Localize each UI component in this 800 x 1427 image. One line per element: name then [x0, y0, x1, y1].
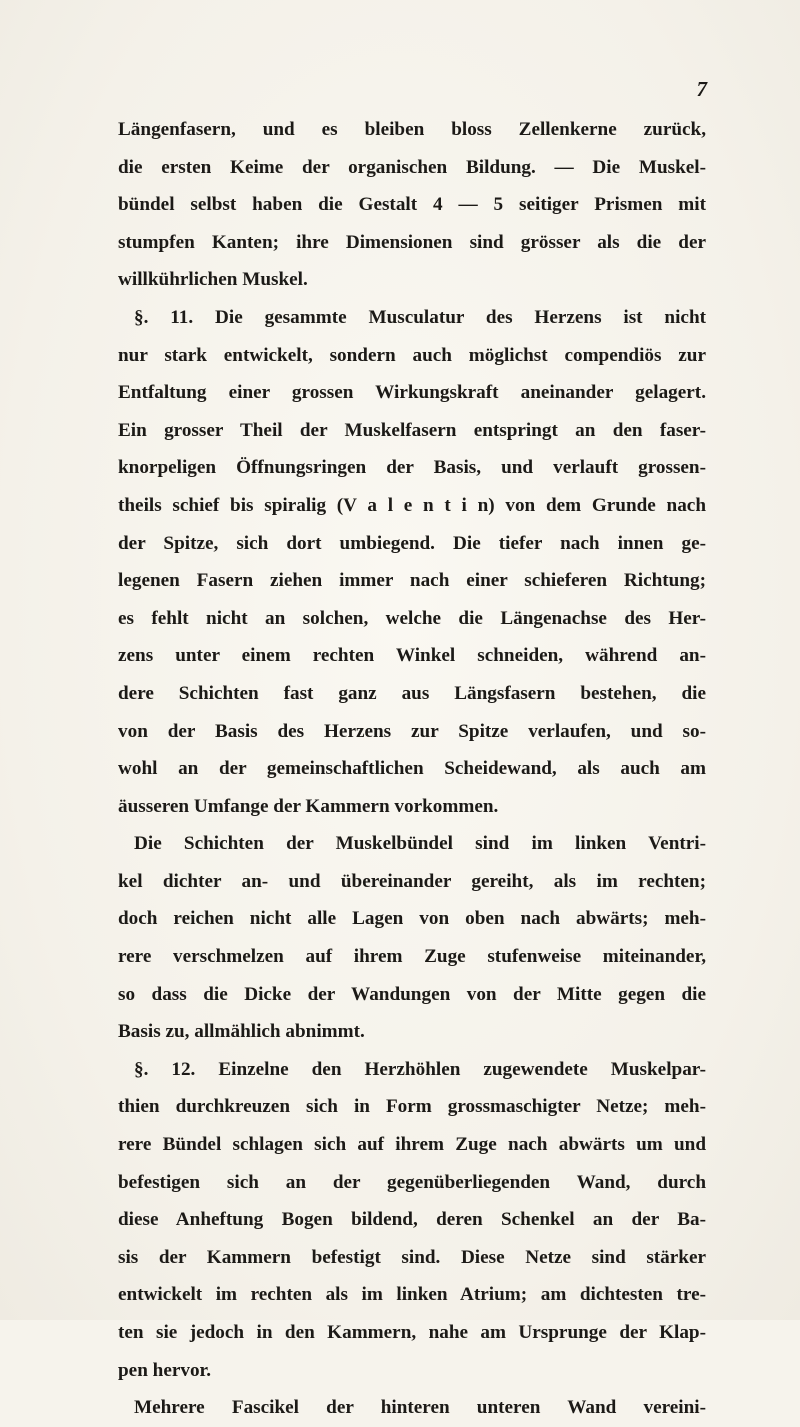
text-line: entwickelt im rechten als im linken Atrium; am dichtesten tre-: [118, 1284, 706, 1306]
text-line: Ein grosser Theil der Muskelfasern entspringt an den faser-: [118, 419, 706, 441]
text-line: Längenfasern, und es bleiben bloss Zellenkerne zurück,: [118, 119, 706, 140]
text-line: doch reichen nicht alle Lagen von oben nach abwärts; meh-: [118, 908, 706, 930]
text-line: die ersten Keime der organischen Bildung. — Die Muskel-: [118, 156, 706, 178]
paragraph-start-line: §. 11. Die gesammte Musculatur des Herzens ist nicht: [134, 306, 706, 328]
text-line: dere Schichten fast ganz aus Längsfasern bestehen, die: [118, 682, 706, 704]
text-line: legenen Fasern ziehen immer nach einer schieferen Richtung;: [118, 570, 706, 592]
text-line: wohl an der gemeinschaftlichen Scheidewand, als auch am: [118, 758, 706, 780]
text-line: knorpeligen Öffnungsringen der Basis, und verlauft grossen-: [118, 457, 706, 479]
text-line: so dass die Dicke der Wandungen von der Mitte gegen die: [118, 983, 706, 1005]
paragraph-start-line: Mehrere Fascikel der hinteren unteren Wand vereini-: [134, 1397, 706, 1419]
paragraph-start-line: Die Schichten der Muskelbündel sind im linken Ventri-: [134, 833, 706, 855]
text-line: pen hervor.: [118, 1359, 212, 1381]
text-line: von der Basis des Herzens zur Spitze verlaufen, und so-: [118, 720, 706, 742]
body-text: [118, 111, 706, 1427]
text-line: stumpfen Kanten; ihre Dimensionen sind grösser als die der: [118, 231, 706, 253]
text-line: rere verschmelzen auf ihrem Zuge stufenweise miteinander,: [118, 946, 706, 968]
text-line: theils schief bis spiralig (V a l e n t i n) von dem Grunde nach: [118, 494, 706, 516]
text-line: befestigen sich an der gegenüberliegenden Wand, durch: [118, 1171, 706, 1193]
text-line: nur stark entwickelt, sondern auch möglichst compendiös zur: [118, 344, 706, 366]
text-line: der Spitze, sich dort umbiegend. Die tiefer nach innen ge-: [118, 532, 706, 554]
text-line: Entfaltung einer grossen Wirkungskraft aneinander gelagert.: [118, 382, 706, 404]
text-line: thien durchkreuzen sich in Form grossmaschigter Netze; meh-: [118, 1096, 706, 1118]
text-line: kel dichter an- und übereinander gereiht, als im rechten;: [118, 870, 706, 892]
text-line: willkührlichen Muskel.: [118, 269, 308, 291]
text-line: sis der Kammern befestigt sind. Diese Netze sind stärker: [118, 1246, 706, 1268]
text-line: rere Bündel schlagen sich auf ihrem Zuge nach abwärts um und: [118, 1134, 706, 1156]
text-line: bündel selbst haben die Gestalt 4 — 5 seitiger Prismen mit: [118, 194, 706, 216]
text-line: ten sie jedoch in den Kammern, nahe am Ursprunge der Klap-: [118, 1322, 706, 1343]
text-line: äusseren Umfange der Kammern vorkommen.: [118, 795, 499, 817]
text-line: diese Anheftung Bogen bildend, deren Schenkel an der Ba-: [118, 1209, 706, 1231]
paragraph-start-line: §. 12. Einzelne den Herzhöhlen zugewendete Muskelpar-: [134, 1058, 706, 1080]
text-line: Basis zu, allmählich abnimmt.: [118, 1021, 365, 1043]
text-line: zens unter einem rechten Winkel schneiden, während an-: [118, 645, 706, 667]
text-line: es fehlt nicht an solchen, welche die Längenachse des Her-: [118, 607, 706, 629]
page-number: 7: [696, 77, 707, 101]
